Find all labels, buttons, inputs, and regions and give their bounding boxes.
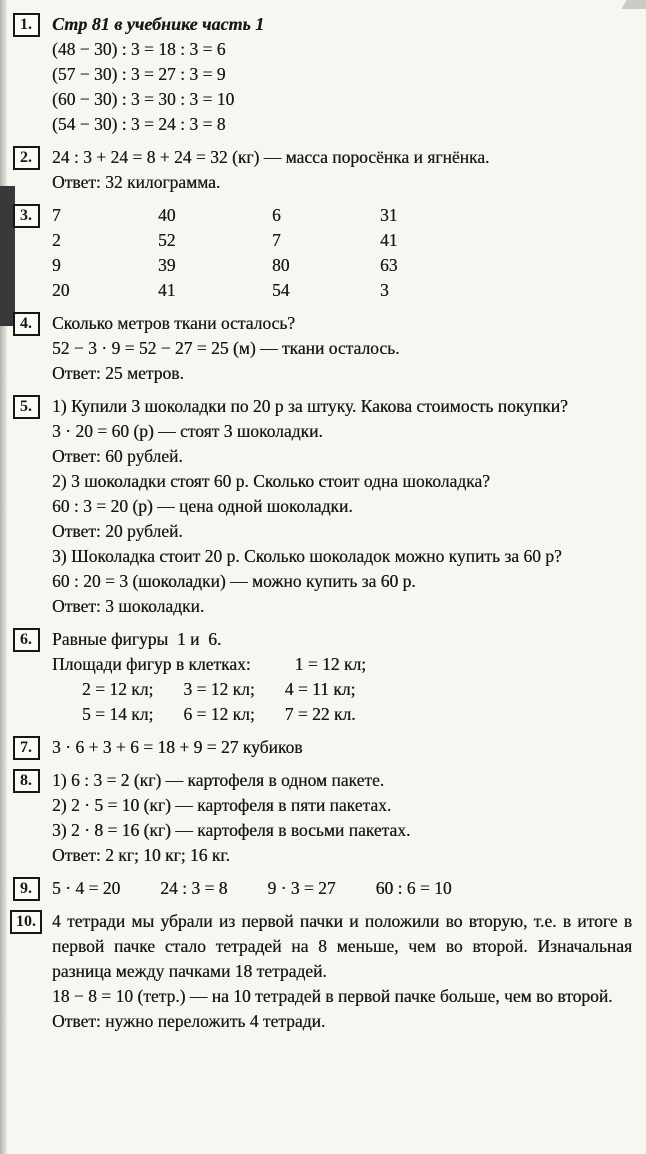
answer-line: Ответ: 3 шоколадки. [52,596,205,616]
task-6-body [52,627,646,727]
task-1 [0,12,646,137]
task-2 [0,145,646,195]
equation-line: (48 − 30) : 3 = 18 : 3 = 6 [52,39,226,59]
task-4-number-box: 4. [13,312,40,336]
equation-item: 60 : 6 = 10 [375,878,452,898]
task-2-number-col [0,145,52,170]
table-cell: 52 [158,230,176,250]
equal-figures-line: Равные фигуры 1 и 6. [52,629,222,649]
task-7 [0,735,646,760]
task-6 [0,627,646,727]
area-item: 5 = 14 кл; [82,704,154,724]
equation-line: 24 : 3 + 24 = 8 + 24 = 32 (кг) — масса поросёнка и ягнёнка. [52,147,490,167]
answer-line: Ответ: 2 кг; 10 кг; 16 кг. [52,845,230,865]
task-7-number-box: 7. [13,736,40,760]
table-cell: 40 [158,205,176,225]
task-4-body [52,311,646,386]
equation-line: (54 − 30) : 3 = 24 : 3 = 8 [52,114,226,134]
numbers-table [52,203,632,303]
area-item: 6 = 12 кл; [183,704,255,724]
equation-line: 3 · 6 + 3 + 6 = 18 + 9 = 27 кубиков [52,737,303,757]
problem-paragraph: 4 тетради мы убрали из первой пачки и положили во вторую, т.е. в итоге в первой пачке стало тетрадей на 8 меньше, чем во второй. Изначальная разница между пачками 18 тетрадей. [52,911,632,981]
table-cell: 3 [380,280,389,300]
task-7-body [52,735,646,760]
task-8-body [52,768,646,868]
table-cell: 31 [380,205,398,225]
equation-item: 9 · 3 = 27 [267,878,336,898]
task-9-body [52,876,646,901]
task-5-number-box: 5. [13,395,40,419]
answer-line: Ответ: 20 рублей. [52,521,183,541]
areas-label: Площади фигур в клетках: [52,654,251,674]
table-cell: 20 [52,280,70,300]
equation-line: (57 − 30) : 3 = 27 : 3 = 9 [52,64,226,84]
areas-row [82,677,632,702]
task-6-number-col [0,627,52,652]
answer-line: Ответ: 32 килограмма. [52,172,221,192]
task-9 [0,876,646,901]
question-line: 3) Шоколадка стоит 20 р. Сколько шоколадок можно купить за 60 р? [52,546,562,566]
task-3-number-col [0,203,52,228]
area-item: 2 = 12 кл; [82,679,154,699]
table-cell: 6 [272,205,281,225]
table-cell: 63 [380,255,398,275]
table-cell: 41 [380,230,398,250]
equation-item: 5 · 4 = 20 [52,878,121,898]
task-10-body [52,909,646,1034]
task-3-number-box: 3. [13,204,40,228]
equation-line: 3) 2 · 8 = 16 (кг) — картофеля в восьми пакетах. [52,820,411,840]
page-title: Стр 81 в учебнике часть 1 [52,14,265,34]
task-1-body [52,12,646,137]
area-item: 1 = 12 кл; [294,654,367,674]
table-cell: 80 [272,255,290,275]
task-10-number-col [0,909,52,934]
table-cell: 9 [52,255,61,275]
task-5-number-col [0,394,52,419]
task-6-number-box: 6. [13,628,40,652]
task-4 [0,311,646,386]
answer-line: Ответ: 60 рублей. [52,446,183,466]
task-2-number-box: 2. [13,146,40,170]
task-8-number-col [0,768,52,793]
question-line: 1) Купили 3 шоколадки по 20 р за штуку. Какова стоимость покупки? [52,396,568,416]
equation-line: 2) 2 · 5 = 10 (кг) — картофеля в пяти пакетах. [52,795,392,815]
question-line: 2) 3 шоколадки стоят 60 р. Сколько стоит одна шоколадка? [52,471,490,491]
equation-line: 52 − 3 · 9 = 52 − 27 = 25 (м) — ткани осталось. [52,338,400,358]
task-4-number-col [0,311,52,336]
equation-line: 60 : 20 = 3 (шоколадки) — можно купить за 60 р. [52,571,416,591]
equation-line: (60 − 30) : 3 = 30 : 3 = 10 [52,89,235,109]
table-cell: 7 [52,205,61,225]
area-item: 3 = 12 кл; [183,679,255,699]
areas-line [52,652,632,677]
table-cell: 54 [272,280,290,300]
answer-line: Ответ: нужно переложить 4 тетради. [52,1011,326,1031]
area-item: 4 = 11 кл; [284,679,356,699]
task-1-number-col [0,12,52,37]
task-10-number-box: 10. [10,910,42,934]
areas-row [82,702,632,727]
equation-line: 60 : 3 = 20 (р) — цена одной шоколадки. [52,496,353,516]
task-3 [0,203,646,303]
task-8 [0,768,646,868]
question-line: Сколько метров ткани осталось? [52,313,296,333]
task-3-body [52,203,646,303]
task-2-body [52,145,646,195]
task-9-number-col [0,876,52,901]
table-cell: 7 [272,230,281,250]
table-cell: 2 [52,230,61,250]
task-8-number-box: 8. [13,769,40,793]
equation-line: 18 − 8 = 10 (тетр.) — на 10 тетрадей в первой пачке больше, чем во второй. [52,986,613,1006]
equations-row [52,876,632,901]
area-item: 7 = 22 кл. [284,704,356,724]
task-7-number-col [0,735,52,760]
scan-corner-mark [621,0,646,9]
equation-line: 3 · 20 = 60 (р) — стоят 3 шоколадки. [52,421,323,441]
task-5-body [52,394,646,619]
equation-line: 1) 6 : 3 = 2 (кг) — картофеля в одном пакете. [52,770,385,790]
table-cell: 39 [158,255,176,275]
task-1-number-box: 1. [13,13,40,37]
equation-item: 24 : 3 = 8 [160,878,228,898]
answer-line: Ответ: 25 метров. [52,363,184,383]
task-5 [0,394,646,619]
table-cell: 41 [158,280,176,300]
task-9-number-box: 9. [13,877,40,901]
task-10 [0,909,646,1034]
